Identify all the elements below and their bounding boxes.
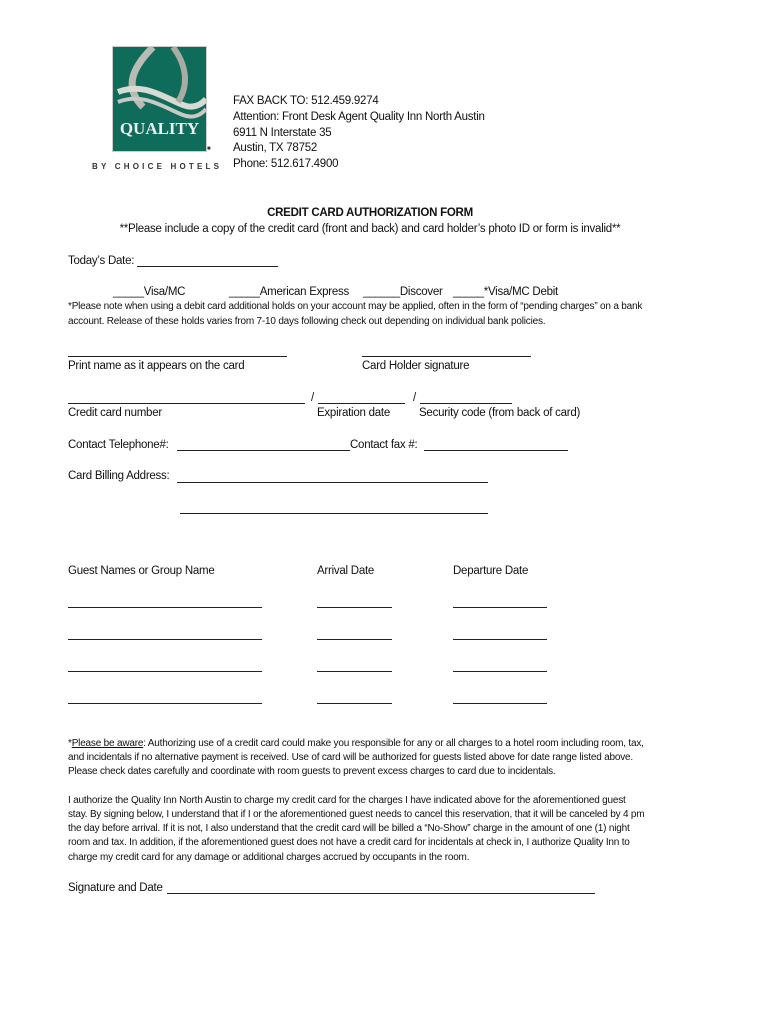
card-number-field[interactable] — [68, 403, 305, 404]
contact-fax-label: Contact fax #: — [350, 439, 418, 451]
form-title: CREDIT CARD AUTHORIZATION FORM — [267, 207, 473, 219]
arrival-date-field[interactable] — [317, 639, 392, 640]
guest-name-field[interactable] — [68, 671, 262, 672]
phone-line: Phone: 512.617.4900 — [233, 158, 339, 170]
card-type-amex[interactable]: _____American Express — [229, 286, 350, 298]
card-number-label: Credit card number — [68, 407, 162, 419]
aware-text: : Authorizing use of a credit card could make you responsible for any or all charges to a hotel room including room, tax, — [143, 738, 644, 749]
debit-note-line: account. Release of these holds varies from 7-10 days following check out depending on individual bank policies. — [68, 316, 546, 327]
fax-number: FAX BACK TO: 512.459.9274 — [233, 95, 379, 107]
guest-name-field[interactable] — [68, 607, 262, 608]
guest-names-header: Guest Names or Group Name — [68, 565, 215, 577]
card-type-discover[interactable]: ______Discover — [363, 286, 443, 298]
slash: / — [413, 392, 416, 404]
registered-mark: ■ — [207, 146, 211, 152]
authorize-paragraph-line: the day before arrival. If it is not, I also understand that the credit card will be billed a “No-Show” charge in the amount of one (1) night — [68, 823, 630, 834]
aware-label: Please be aware — [71, 738, 144, 749]
departure-date-field[interactable] — [453, 607, 547, 608]
security-code-field[interactable] — [420, 403, 512, 404]
signature-date-field[interactable] — [167, 893, 595, 894]
quality-logo: QUALITY — [112, 46, 207, 152]
departure-date-field[interactable] — [453, 703, 547, 704]
todays-date-label: Today’s Date: — [68, 255, 135, 267]
signature-field[interactable] — [362, 356, 531, 357]
contact-phone-label: Contact Telephone#: — [68, 439, 169, 451]
authorize-paragraph-line: charge my credit card for any damage or additional charges accrued by occupants in the room. — [68, 852, 470, 863]
aware-paragraph-line: Please check dates carefully and coordinate with room guests to prevent excess charges to card due to incidentals. — [68, 766, 556, 777]
debit-note-line: *Please note when using a debit card additional holds on your account may be applied, often in the form of “pending charges” on a bank — [68, 301, 643, 312]
contact-fax-field[interactable] — [424, 450, 568, 451]
card-type-debit[interactable]: _____*Visa/MC Debit — [453, 286, 558, 298]
attention-line: Attention: Front Desk Agent Quality Inn North Austin — [233, 111, 485, 123]
billing-address-label: Card Billing Address: — [68, 470, 170, 482]
departure-date-field[interactable] — [453, 671, 547, 672]
departure-date-header: Departure Date — [453, 565, 529, 577]
aware-paragraph-line — [68, 737, 644, 751]
arrival-date-field[interactable] — [317, 607, 392, 608]
signature-date-label: Signature and Date — [68, 882, 163, 894]
arrival-date-field[interactable] — [317, 703, 392, 704]
departure-date-field[interactable] — [453, 639, 547, 640]
guest-name-field[interactable] — [68, 639, 262, 640]
card-type-visa-mc[interactable]: _____Visa/MC — [113, 286, 186, 298]
signature-label: Card Holder signature — [362, 360, 470, 372]
guest-name-field[interactable] — [68, 703, 262, 704]
arrival-date-field[interactable] — [317, 671, 392, 672]
print-name-field[interactable] — [68, 356, 287, 357]
authorize-paragraph-line: room and tax. In addition, if the aforementioned guest does not have a credit card for incidentals at check in, I authorize Quality Inn to — [68, 837, 630, 848]
expiration-field[interactable] — [318, 403, 405, 404]
logo-tagline: BY CHOICE HOTELS — [92, 162, 223, 171]
address-line-1: 6911 N Interstate 35 — [233, 127, 332, 139]
slash: / — [311, 392, 314, 404]
asterisk: * — [68, 738, 72, 749]
contact-phone-field[interactable] — [177, 450, 350, 451]
aware-paragraph-line: and incidentals if no alternative payment is received. Use of card will be authorized for guests listed above for date range listed above. — [68, 752, 633, 763]
address-line-2: Austin, TX 78752 — [233, 142, 318, 154]
security-code-label: Security code (from back of card) — [419, 407, 581, 419]
expiration-label: Expiration date — [317, 407, 390, 419]
billing-address-field-2[interactable] — [180, 513, 488, 514]
print-name-label: Print name as it appears on the card — [68, 360, 245, 372]
authorize-paragraph-line: I authorize the Quality Inn North Austin to charge my credit card for the charges I have indicated above for the aforementioned guest — [68, 795, 626, 806]
form-subtitle: **Please include a copy of the credit card (front and back) and card holder’s photo ID or form is invalid** — [119, 223, 621, 235]
billing-address-field-1[interactable] — [177, 482, 488, 483]
todays-date-field[interactable] — [137, 266, 278, 267]
authorize-paragraph-line: stay. By signing below, I understand that if I or the aforementioned guest needs to cancel this reservation, that it will be canceled by 4 pm — [68, 809, 645, 820]
arrival-date-header: Arrival Date — [317, 565, 375, 577]
